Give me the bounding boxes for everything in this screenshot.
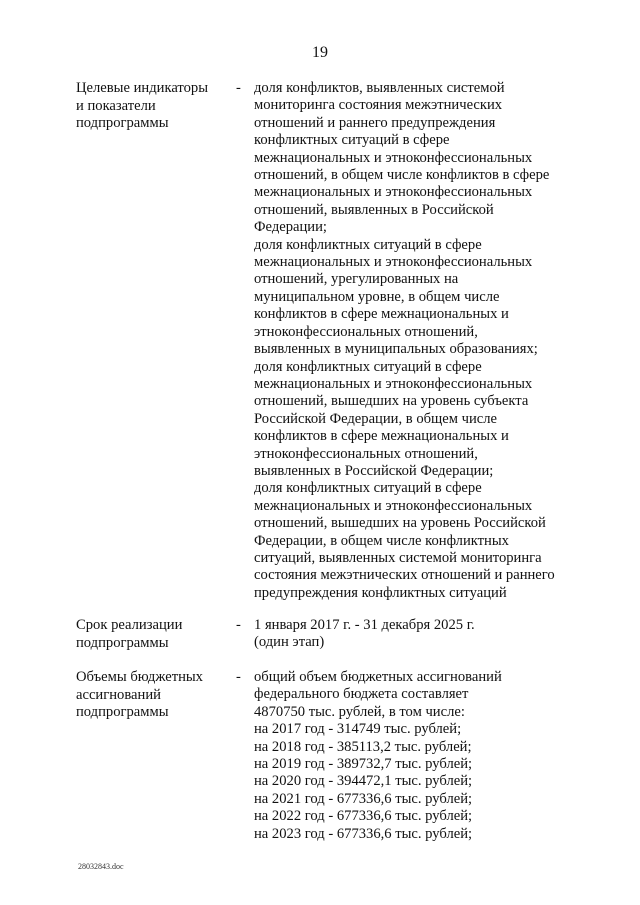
text-line: отношений и раннего предупреждения: [254, 114, 496, 131]
text-line: конфликтов в сфере межнациональных и: [254, 428, 509, 445]
implementation-period-label: Срок реализации подпрограммы: [76, 617, 183, 651]
text-line: федерального бюджета составляет: [254, 686, 469, 703]
text-line: на 2019 год - 389732,7 тыс. рублей;: [254, 756, 473, 773]
text-line: доля конфликтных ситуаций в сфере: [254, 480, 482, 497]
implementation-period-dash: -: [236, 617, 241, 633]
text-line: доля конфликтов, выявленных системой: [254, 80, 505, 96]
text-line: конфликтных ситуаций в сфере: [254, 132, 450, 149]
text-line: Федерации;: [254, 219, 327, 236]
implementation-period-value: [254, 617, 554, 652]
text-line: Федерации, в общем числе конфликтных: [254, 532, 509, 549]
text-line: межнациональных и этноконфессиональных: [254, 497, 533, 514]
budget-allocations-label: Объемы бюджетных ассигнований подпрограммы: [76, 669, 203, 720]
text-line: общий объем бюджетных ассигнований: [254, 669, 502, 685]
text-line: Российской Федерации, в общем числе: [254, 410, 498, 427]
text-line: отношений, выявленных в Российской: [254, 201, 494, 218]
text-line: на 2018 год - 385113,2 тыс. рублей;: [254, 738, 472, 755]
text-line: 4870750 тыс. рублей, в том числе:: [254, 703, 465, 720]
text-line: состояния межэтнических отношений и раннего: [254, 567, 555, 584]
text-line: отношений, вышедших на уровень Российской: [254, 515, 546, 532]
text-line: предупреждения конфликтных ситуаций: [254, 584, 507, 601]
budget-allocations-dash: -: [236, 669, 241, 685]
text-line: этноконфессиональных отношений,: [254, 323, 478, 340]
target-indicators-label: Целевые индикаторы и показатели подпрограммы: [76, 80, 209, 131]
text-line: выявленных в муниципальных образованиях;: [254, 341, 538, 358]
text-line: межнациональных и этноконфессиональных: [254, 375, 533, 392]
target-indicators-value: [254, 80, 554, 602]
text-line: на 2020 год - 394472,1 тыс. рублей;: [254, 773, 473, 790]
text-line: на 2021 год - 677336,6 тыс. рублей;: [254, 790, 473, 807]
target-indicators-dash: -: [236, 80, 241, 96]
text-line: межнациональных и этноконфессиональных: [254, 254, 533, 271]
text-line: (один этап): [254, 634, 325, 651]
page-number: 19: [312, 44, 328, 61]
text-line: выявленных в Российской Федерации;: [254, 462, 494, 479]
text-line: 1 января 2017 г. - 31 декабря 2025 г.: [254, 617, 475, 633]
text-line: доля конфликтных ситуаций в сфере: [254, 358, 482, 375]
text-line: мониторинга состояния межэтнических: [254, 97, 503, 114]
text-line: конфликтов в сфере межнациональных и: [254, 306, 509, 323]
text-line: доля конфликтных ситуаций в сфере: [254, 236, 482, 253]
budget-allocations-value: [254, 669, 554, 843]
text-line: ситуаций, выявленных системой мониторинга: [254, 549, 542, 566]
text-line: отношений, урегулированных на: [254, 271, 459, 288]
text-line: отношений, в общем числе конфликтов в сфере: [254, 167, 550, 184]
document-filename: 28032843.doc: [78, 862, 124, 871]
text-line: межнациональных и этноконфессиональных: [254, 184, 533, 201]
text-line: муниципальном уровне, в общем числе: [254, 288, 500, 305]
text-line: межнациональных и этноконфессиональных: [254, 149, 533, 166]
text-line: на 2023 год - 677336,6 тыс. рублей;: [254, 825, 473, 842]
text-line: отношений, вышедших на уровень субъекта: [254, 393, 529, 410]
text-line: на 2017 год - 314749 тыс. рублей;: [254, 721, 462, 738]
text-line: на 2022 год - 677336,6 тыс. рублей;: [254, 808, 473, 825]
text-line: этноконфессиональных отношений,: [254, 445, 478, 462]
